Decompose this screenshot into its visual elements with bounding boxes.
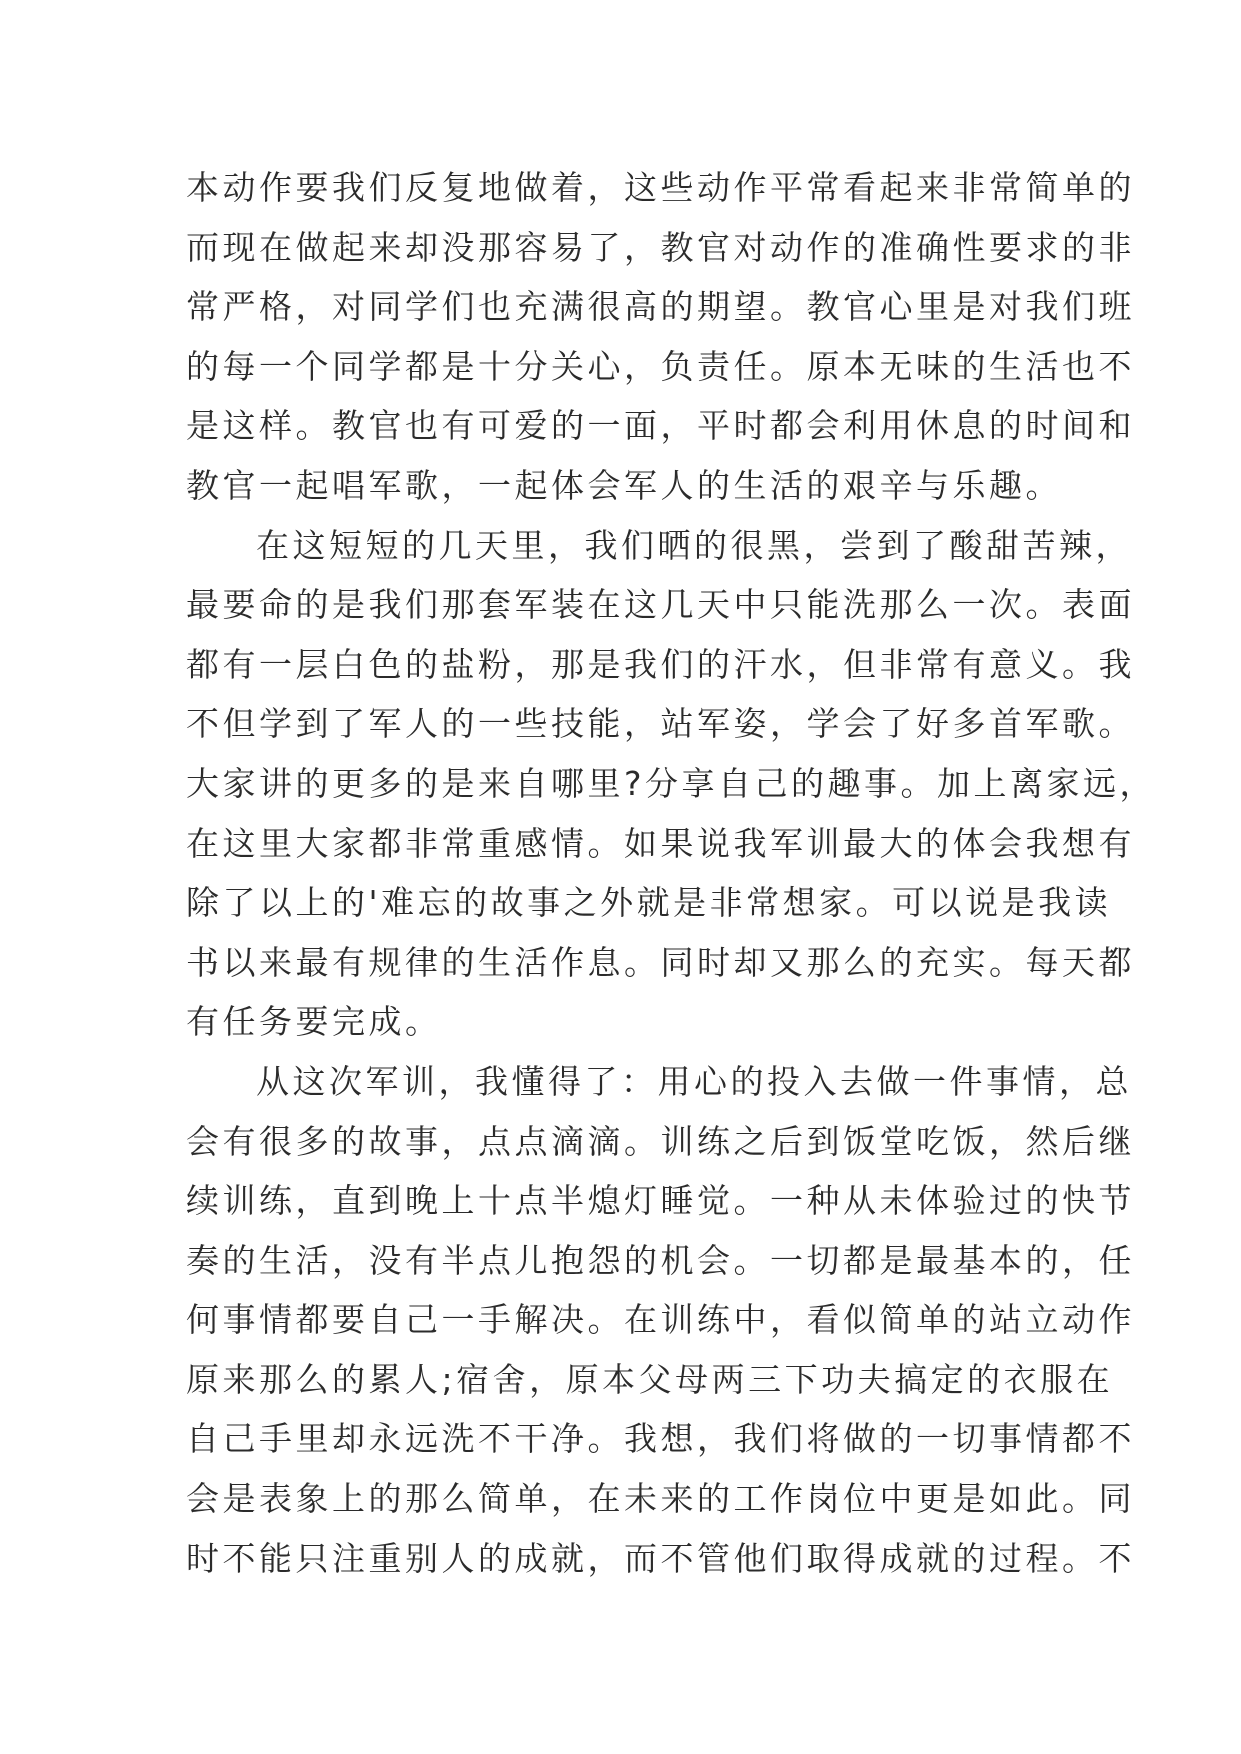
text-line: 自己手里却永远洗不干净。我想，我们将做的一切事情都不 bbox=[186, 1419, 1135, 1459]
text-line: 会是表象上的那么简单，在未来的工作岗位中更是如此。同 bbox=[186, 1479, 1135, 1519]
text-line: 书以来最有规律的生活作息。同时却又那么的充实。每天都 bbox=[186, 942, 1135, 982]
document-body bbox=[186, 158, 1157, 1588]
text-line: 会有很多的故事，点点滴滴。训练之后到饭堂吃饭，然后继 bbox=[186, 1121, 1135, 1161]
text-line: 而现在做起来却没那容易了，教官对动作的准确性要求的非 bbox=[186, 227, 1135, 267]
text-line: 最要命的是我们那套军装在这几天中只能洗那么一次。表面 bbox=[186, 585, 1135, 625]
text-line: 何事情都要自己一手解决。在训练中，看似简单的站立动作 bbox=[186, 1300, 1135, 1340]
text-line: 的每一个同学都是十分关心，负责任。原本无味的生活也不 bbox=[186, 346, 1135, 386]
text-line: 教官一起唱军歌，一起体会军人的生活的艰辛与乐趣。 bbox=[186, 465, 1062, 505]
text-line: 原来那么的累人;宿舍，原本父母两三下功夫搞定的衣服在 bbox=[186, 1359, 1114, 1399]
text-line: 是这样。教官也有可爱的一面，平时都会利用休息的时间和 bbox=[186, 406, 1135, 446]
text-line: 在这里大家都非常重感情。如果说我军训最大的体会我想有 bbox=[186, 823, 1135, 863]
text-line: 除了以上的'难忘的故事之外就是非常想家。可以说是我读 bbox=[186, 883, 1112, 923]
text-line: 都有一层白色的盐粉，那是我们的汗水，但非常有意义。我 bbox=[186, 644, 1135, 684]
text-line: 常严格，对同学们也充满很高的期望。教官心里是对我们班 bbox=[186, 287, 1135, 327]
text-line: 本动作要我们反复地做着，这些动作平常看起来非常简单的 bbox=[186, 168, 1135, 207]
text-line: 不但学到了军人的一些技能，站军姿，学会了好多首军歌。 bbox=[186, 704, 1135, 744]
paragraph-first-line: 在这短短的几天里，我们晒的很黑，尝到了酸甜苦辣， bbox=[256, 525, 1132, 565]
text-line: 奏的生活，没有半点儿抱怨的机会。一切都是最基本的，任 bbox=[186, 1240, 1135, 1280]
text-line: 大家讲的更多的是来自哪里?分享自己的趣事。加上离家远， bbox=[186, 763, 1157, 803]
text-line: 时不能只注重别人的成就，而不管他们取得成就的过程。不 bbox=[186, 1538, 1135, 1578]
text-line: 有任务要完成。 bbox=[186, 1002, 442, 1042]
paragraph-first-line: 从这次军训，我懂得了：用心的投入去做一件事情，总 bbox=[256, 1061, 1132, 1101]
text-line: 续训练，直到晚上十点半熄灯睡觉。一种从未体验过的快节 bbox=[186, 1181, 1135, 1221]
